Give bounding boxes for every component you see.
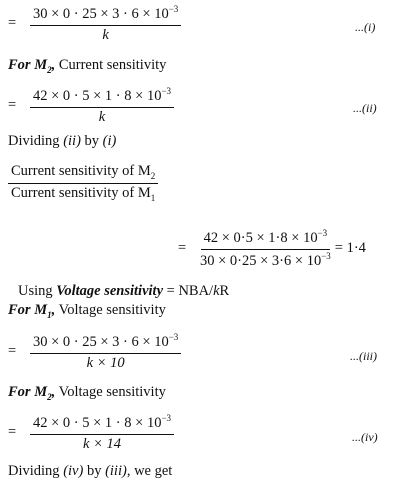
for-m-label: For $M_2$, — [8, 57, 56, 75]
equation-tag-i: ...(i) — [355, 20, 376, 34]
numerator: $42 \times 0\cdot 5 \times 1\cdot 8 \times 10^{-3}$ — [201, 228, 331, 250]
result-value: = 1·4 — [334, 240, 366, 257]
numerator: $42 \times 0 \cdot 5 \times 1 \cdot 8 \times 10^{-3}$ — [30, 86, 174, 108]
equals-sign: = — [8, 97, 17, 114]
numerator: $42 \times 0 \cdot 5 \times 1 \cdot 8 \times 10^{-3}$ — [30, 413, 174, 435]
m1-voltage-heading — [8, 302, 166, 320]
denominator: k × 14 — [83, 435, 121, 452]
numerator: $30 \times 0 \cdot 25 \times 3 \cdot 6 \times 10^{-3}$ — [30, 332, 181, 354]
denominator: k — [102, 26, 109, 43]
equals-sign: = — [8, 15, 17, 32]
denominator: k × 10 — [86, 354, 125, 371]
fraction — [30, 86, 174, 126]
ratio-result-equation — [178, 228, 366, 270]
heading-text: Voltage sensitivity — [58, 384, 166, 400]
denominator: k — [98, 108, 106, 125]
equation-i — [8, 4, 181, 44]
heading-text: Voltage sensitivity — [58, 302, 166, 318]
equation-ii — [8, 86, 174, 126]
for-m-label: For $M_2$, — [8, 384, 56, 402]
voltage-sensitivity-formula: Using Voltage sensitivity = NBA/kR — [18, 283, 230, 299]
equation-tag-iv: ...(iv) — [352, 430, 378, 444]
current-sensitivity-ratio — [8, 163, 158, 203]
equals-sign: = — [8, 343, 17, 360]
denominator: $30 \times 0\cdot 25 \times 3\cdot 6 \times 10^{-3}$ — [200, 250, 331, 269]
numerator: $30 \times 0 \cdot 25 \times 3 \cdot 6 \times 10^{-3}$ — [30, 4, 181, 26]
equation-iii — [8, 332, 181, 372]
ratio-numerator: Current sensitivity of $M_2$ — [8, 163, 158, 184]
ratio-denominator: Current sensitivity of $M_1$ — [11, 184, 156, 203]
equals-sign: = — [178, 240, 187, 257]
equals-sign: = — [8, 424, 17, 441]
for-m-label: For $M_1$, — [8, 302, 56, 320]
fraction — [30, 413, 174, 453]
equation-tag-iii: ...(iii) — [350, 349, 377, 363]
fraction — [30, 332, 181, 372]
dividing-line-2: Dividing (iv) by (iii), we get — [8, 463, 173, 479]
fraction — [30, 4, 181, 44]
fraction — [200, 228, 331, 270]
heading-text: Current sensitivity — [58, 57, 167, 73]
equation-tag-ii: ...(ii) — [353, 101, 377, 115]
dividing-line-1: Dividing (ii) by (i) — [8, 133, 117, 149]
equation-iv — [8, 413, 174, 453]
m2-voltage-heading — [8, 384, 166, 402]
m2-current-heading — [8, 57, 166, 75]
